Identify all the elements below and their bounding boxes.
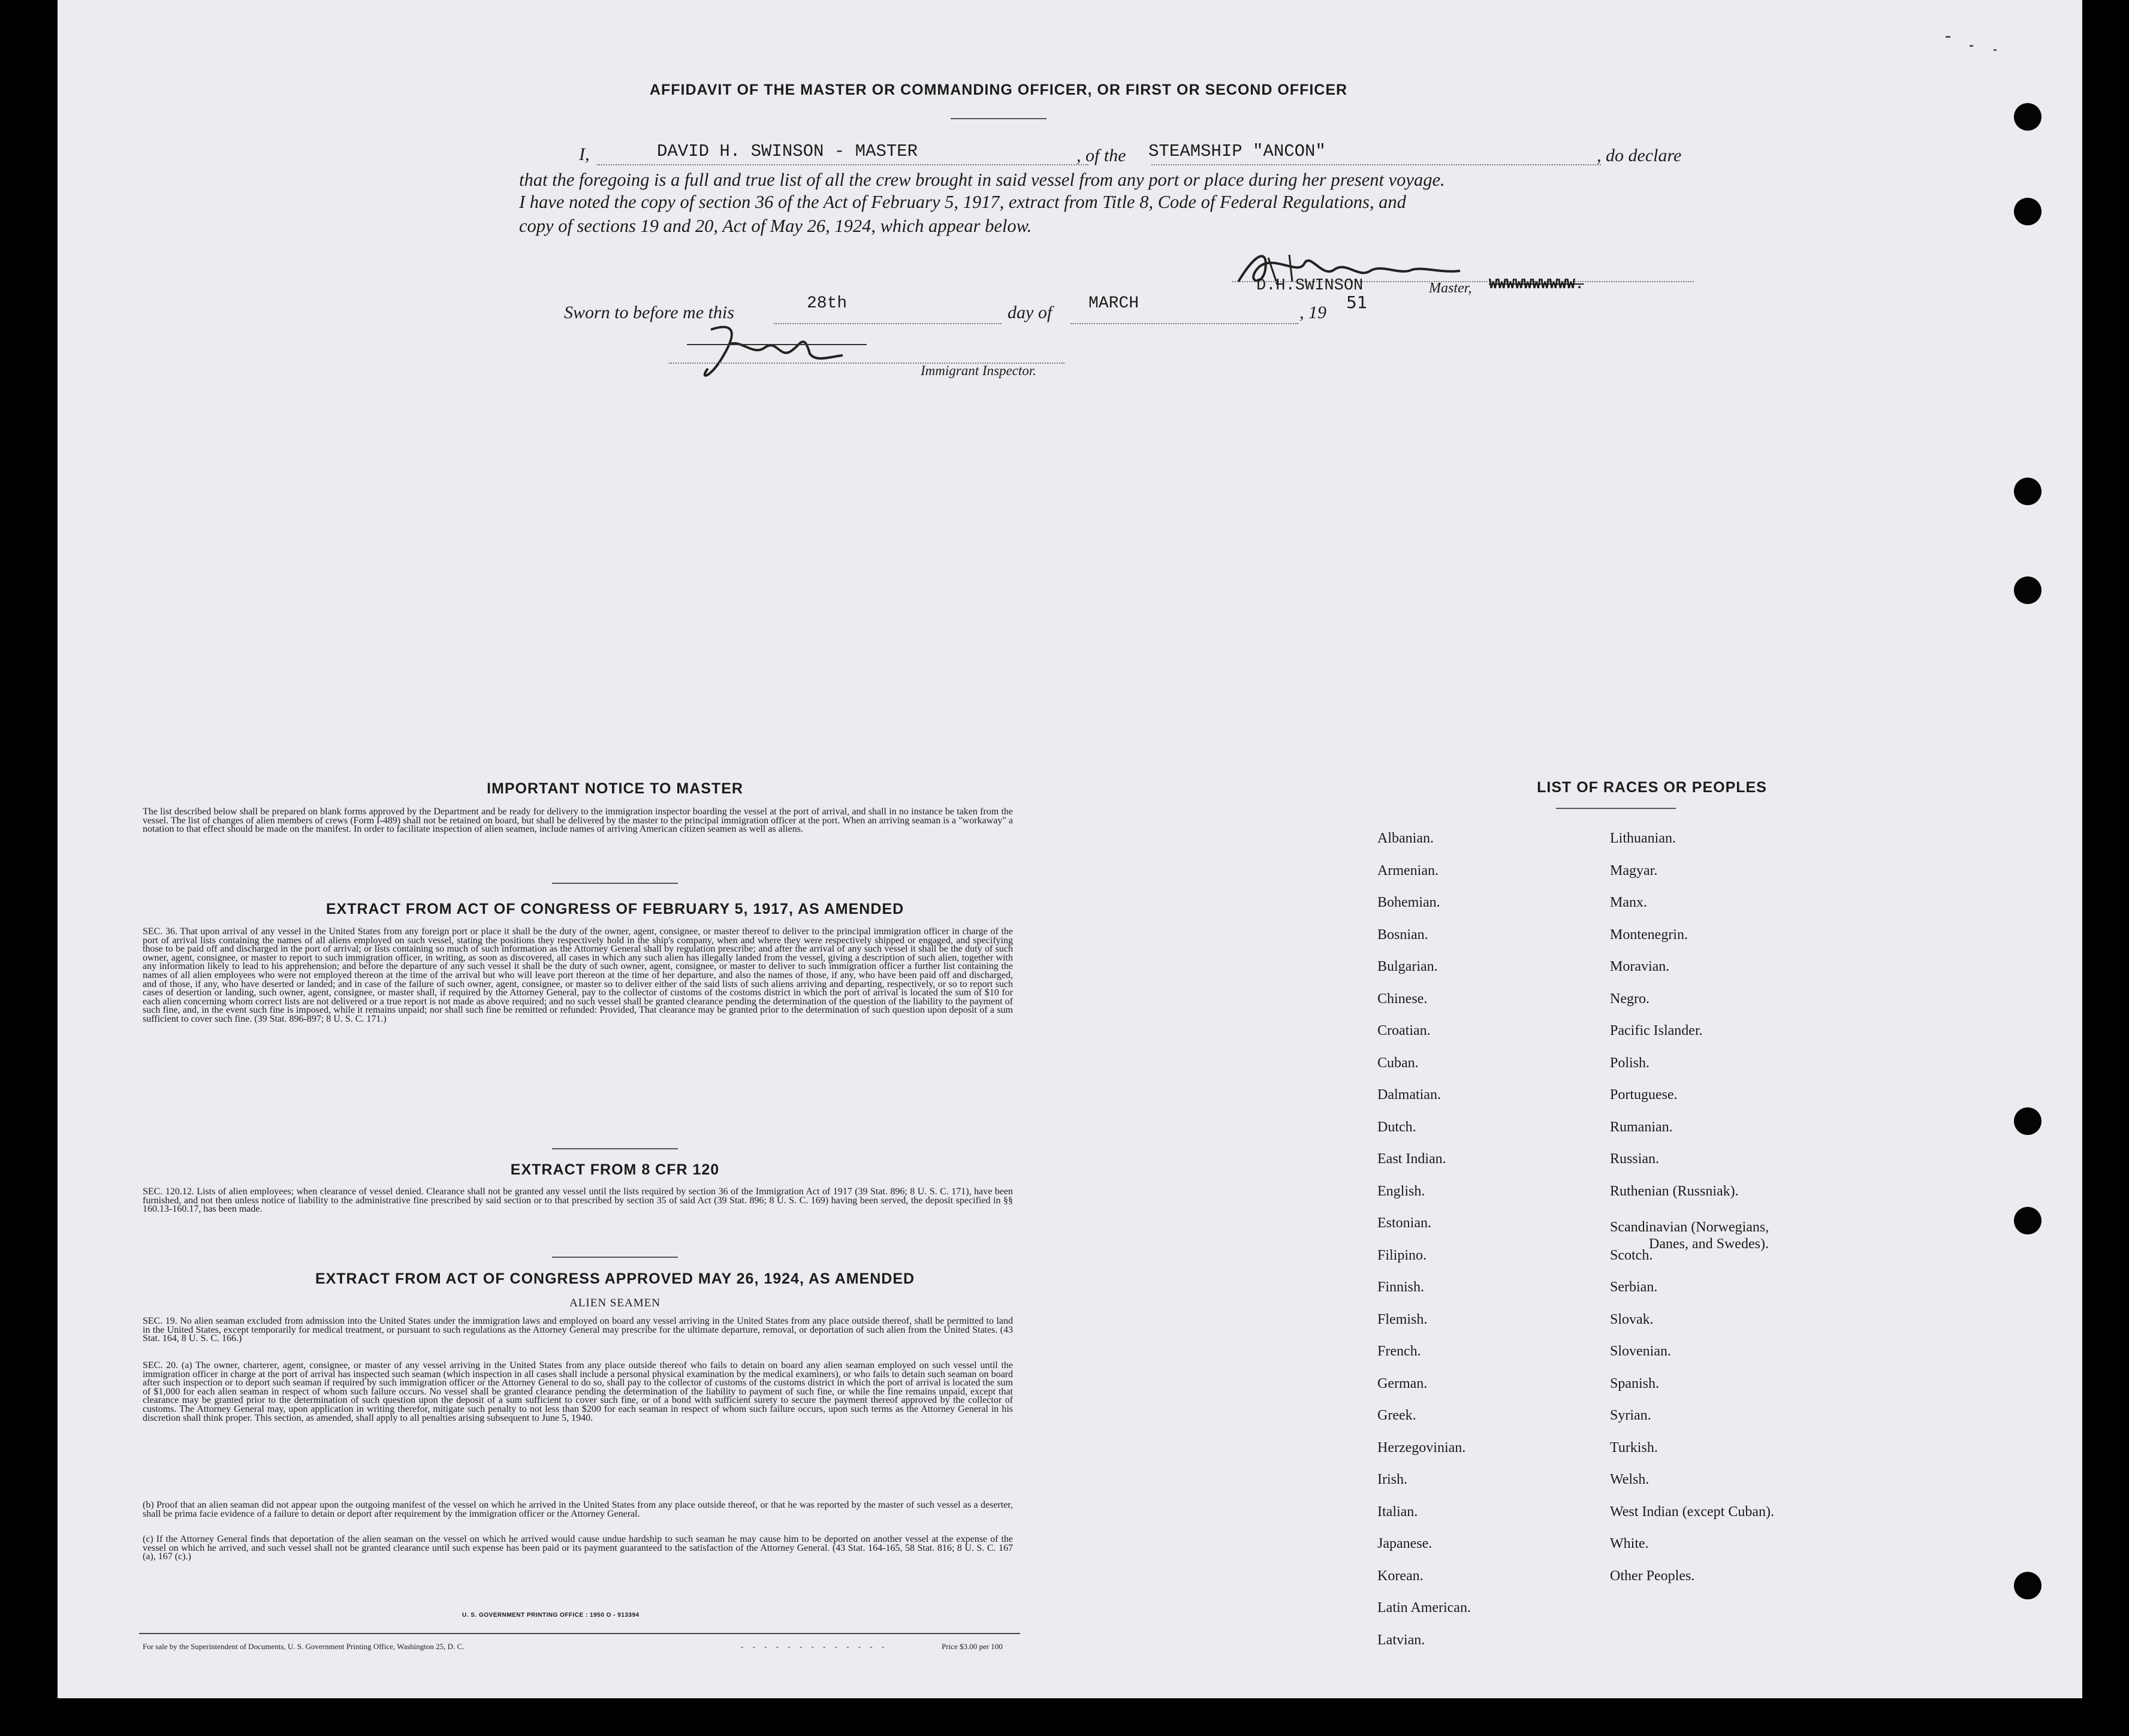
race-item: Dutch. [1377,1119,1416,1135]
binder-hole [2014,576,2041,604]
race-item: Korean. [1377,1568,1424,1584]
extract-1924-sec20c: (c) If the Attorney General finds that deportation of the alien seaman on the vessel on which he arrived would cause undue hardship to such seaman he may cause him to be deported on another vessel at the expense of the vessel on which he arrived, and such vessel shall not be granted clearance until such expense has been paid or its payment guaranteed to the satisfaction of the Attorney General. (43 Stat. 164-165, 58 Stat. 816; 8 U. S. C. 167 (a), 167 (c).) [143,1534,1013,1562]
race-item: Latin American. [1377,1600,1471,1616]
alien-seamen-subheading: ALIEN SEAMEN [569,1297,661,1309]
race-item: Negro. [1610,991,1649,1007]
race-item: Japanese. [1377,1536,1433,1551]
do-declare-label: , do declare [1597,146,1682,165]
sale-line: For sale by the Superintendent of Documents, U. S. Government Printing Office, Washington 25, D. C. [143,1642,465,1651]
binder-hole [2014,103,2041,131]
price-line: Price $3.00 per 100 [942,1642,1003,1651]
of-the-label: , of the [1076,146,1126,165]
race-item: Bohemian. [1377,895,1440,910]
race-item: Croatian. [1377,1023,1431,1038]
race-item: Filipino. [1377,1247,1427,1263]
race-item: Slovenian. [1610,1343,1671,1359]
race-item: Turkish. [1610,1439,1658,1456]
scan-speck [1970,45,1973,47]
extract-1924-heading: EXTRACT FROM ACT OF CONGRESS APPROVED MAY 26, 1924, AS AMENDED [315,1270,915,1287]
master-name-field [597,163,1088,165]
race-item: Finnish. [1377,1279,1425,1295]
race-item: Magyar. [1610,862,1658,878]
race-item: Lithuanian. [1610,831,1676,846]
race-item: Herzegovinian. [1377,1439,1466,1456]
race-item: Armenian. [1377,862,1439,878]
affidavit-line-2: that the foregoing is a full and true list of all the crew brought in said vessel from any port or place during her present voyage. [519,170,1445,190]
race-item: Irish. [1377,1472,1407,1487]
printing-office-line: U. S. GOVERNMENT PRINTING OFFICE : 1950 O - 913394 [462,1612,640,1619]
year-suffix: 51 [1346,292,1368,312]
race-item: Scotch. [1610,1247,1653,1263]
day-of-label: day of [1008,303,1053,322]
affidavit-line-4: copy of sections 19 and 20, Act of May 26, 1924, which appear below. [519,216,1032,236]
race-item: French. [1377,1343,1421,1359]
race-item: Pacific Islander. [1610,1023,1703,1038]
race-item: Scandinavian (Norwegians, [1610,1219,1769,1235]
extract-1924-sec20a: SEC. 20. (a) The owner, charterer, agent, consignee, or master of any vessel arriving in the United States from any place outside thereof who fails to detain on board any alien seaman employed on such vessel until the immigration officer in charge at the port of arrival has inspected such seaman (which inspection in all cases shall include a personal physical examination by the medical examiners), or who fails to detain such seaman on board after such inspection or to deport such seaman if required by such immigration officer or the Attorney General to do so, shall pay to the collector of customs of the customs district in which the port of arrival is located the sum of $1,000 for each alien seaman in respect of whom such failure occurs. No vessel shall be granted clearance pending the determination of the liability to payment of such fine, or while the fine remains unpaid, except that clearance may be granted prior to the determination of such question upon the deposit of a sum sufficient to cover such fine, or of a bond with sufficient surety to secure the payment thereof approved by the collector of customs. The Attorney General may, upon application in writing therefor, mitigate such penalty to not less than $200 for each seaman in respect of whom such failure occurs, upon such terms as the Attorney General in his discretion shall think proper. This section, as amended, shall apply to all penalties arising subsequent to June 5, 1940. [143,1360,1013,1423]
extract-1917-text: SEC. 36. That upon arrival of any vessel in the United States from any foreign port or place it shall be the duty of the owner, agent, consignee, or master thereof to deliver to the principal immigration officer in charge of the port of arrival lists containing the names of all aliens employed on such vessel, stating the positions they respectively hold in the ship's company, when and where they were respectively shipped or engaged, and specifying those to be paid off and discharged in the port of arrival; or lists containing so much of such information as the Attorney General shall by regulation prescribe; and after the arrival of any such vessel it shall be the duty of such owner, agent, consignee, or master to report to such immigration officer, in writing, as soon as discovered, all cases in which any such alien has illegally landed from the vessel, giving a description of such alien, together with any information likely to lead to his apprehension; and before the departure of any such vessel it shall be the duty of such owner, agent, consignee, or master to deliver to such immigration officer a further list containing the names of all alien employees who were not employed thereon at the time of the arrival but who will leave port thereon at the time of her departure, and also the names of those, if any, who have been paid off and discharged, and of those, if any, who have deserted or landed; and in case of the failure of such owner, agent, consignee, or master so to deliver either of the said lists of such aliens arriving and departing, respectively, or so to report such cases of desertion or landing, such owner, agent, consignee, or master shall, if required by the Attorney General, pay to the collector of customs of the costoms district in which the port of arrival is located the sum of $10 for each alien concerning whom correct lists are not delivered or a true report is not made as above required; and no such vessel shall be granted clearance pending the determination of the question of the liability to the payment of such fine, and, in the event such fine is imposed, while it remains unpaid; nor shall such fine be remitted or refunded: Provided, That clearance may be granted prior to the determination of such question upon deposit of a sum sufficient to cover such fine. (39 Stat. 896-897; 8 U. S. C. 171.) [143,926,1013,1024]
race-item: German. [1377,1375,1428,1391]
notice-text: The list described below shall be prepared on blank forms approved by the Department and be ready for delivery to the immigration inspector boarding the vessel at the port of arrival, and shall in no instance be taken from the vessel. The list of changes of alien members of crews (Form I-489) shall not be retained on board, but shall be delivered by the master to the principal immigration officer at the port. When an arriving seaman is a "workaway" a notation to that effect should be made on the manifest. In order to facilitate inspection of alien seamen, include names of arriving American citizen seamen as well as aliens. [143,807,1013,835]
master-name-value: DAVID H. SWINSON - MASTER [657,141,918,161]
race-item: Albanian. [1377,831,1434,846]
binder-hole [2014,1207,2041,1234]
race-item: Flemish. [1377,1311,1428,1327]
month-field [1070,322,1298,324]
race-item: Syrian. [1610,1408,1651,1423]
master-label: Master, [1429,280,1472,296]
document-page [58,0,2082,1698]
month-value: MARCH [1088,294,1139,313]
scan-speck [1994,49,1997,51]
race-item: Welsh. [1610,1472,1649,1487]
binder-hole [2014,1107,2041,1135]
footer-rule [139,1633,1020,1634]
extract-cfr-rule [552,1257,678,1258]
extract-1917-rule [552,1148,678,1149]
race-item: Manx. [1610,895,1647,910]
race-item: Russian. [1610,1151,1660,1167]
race-item: English. [1377,1183,1425,1199]
race-item: Rumanian. [1610,1119,1673,1135]
inspector-label: Immigrant Inspector. [921,363,1036,378]
extract-cfr-heading: EXTRACT FROM 8 CFR 120 [510,1161,720,1178]
races-rule [1556,808,1676,809]
race-item: Portuguese. [1610,1087,1678,1103]
race-item: Other Peoples. [1610,1568,1695,1584]
extract-1924-sec20b: (b) Proof that an alien seaman did not appear upon the outgoing manifest of the vessel on which he arrived in the United States from any place outside thereof, or that he was reported by the master of such vessel as a deserter, shall be prima facie evidence of a failure to detain or deport after requirement by the immigration officer or the Attorney General. [143,1500,1013,1519]
race-item: Slovak. [1610,1311,1654,1327]
race-item: Ruthenian (Russniak). [1610,1183,1739,1199]
race-item: Dalmatian. [1377,1087,1441,1103]
struck-text: WWWWWWWWWW. [1489,277,1584,293]
affidavit-line-3: I have noted the copy of section 36 of the Act of February 5, 1917, extract from Title 8, Code of Federal Regulations, and [519,192,1406,212]
race-item: Bosnian. [1377,926,1428,943]
extract-1924-sec19: SEC. 19. No alien seaman excluded from admission into the United States under the immigration laws and employed on board any vessel arriving in the United States from any place outside thereof, shall be permitted to land in the United States, except temporarily for medical treatment, or pursuant to such regulations as the Attorney General may prescribe for the ultimate departure, removal, or deportation of such alien from the United States. (43 Stat. 164, 8 U. S. C. 166.) [143,1316,1013,1344]
race-item: Latvian. [1377,1632,1425,1648]
vessel-value: STEAMSHIP "ANCON" [1148,141,1326,161]
extract-1917-heading: EXTRACT FROM ACT OF CONGRESS OF FEBRUARY 5, 1917, AS AMENDED [325,901,904,917]
race-item: East Indian. [1377,1151,1446,1167]
binder-hole [2014,478,2041,505]
race-item: Italian. [1377,1503,1418,1520]
race-item: Bulgarian. [1377,959,1438,974]
scan-speck [1946,36,1950,38]
typed-signer: D.H.SWINSON [1256,277,1364,295]
day-value: 28th [807,294,848,313]
i-label: I, [579,144,590,164]
sale-dashes: - - - - - - - - - - - - - [741,1642,888,1651]
sworn-label: Sworn to before me this [564,303,734,322]
race-item: Serbian. [1610,1279,1658,1295]
race-item: Greek. [1377,1408,1416,1423]
race-item: Moravian. [1610,959,1670,974]
vessel-field [1151,163,1601,165]
race-item: Montenegrin. [1610,926,1688,943]
binder-hole [2014,198,2041,225]
race-item: Polish. [1610,1055,1650,1071]
inspector-signature [675,321,879,393]
binder-hole [2014,1572,2041,1599]
affidavit-title: AFFIDAVIT OF THE MASTER OR COMMANDING OFFICER, OR FIRST OR SECOND OFFICER [649,81,1348,98]
year-prefix: , 19 [1299,303,1326,322]
title-underline [951,118,1047,119]
race-item: White. [1610,1536,1649,1551]
race-item: Spanish. [1610,1375,1660,1391]
race-item: Chinese. [1377,991,1428,1007]
races-heading: LIST OF RACES OR PEOPLES [1537,779,1767,796]
race-item: Estonian. [1377,1215,1431,1231]
extract-cfr-text: SEC. 120.12. Lists of alien employees; when clearance of vessel denied. Clearance shall not be granted any vessel until the lists required by section 36 of the Immigration Act of 1917 (39 Stat. 896; 8 U. S. C. 171), have been furnished, and not then unless notice of liability to the administrative fine prescribed by said section or to that prescribed by section 35 of said Act (39 Stat. 896; 8 U. S. C. 169) having been served, the deposit specified in §§ 160.13-160.17, has been made. [143,1186,1013,1215]
race-item: Danes, and Swedes). [1649,1236,1769,1252]
notice-heading: IMPORTANT NOTICE TO MASTER [487,780,743,797]
notice-rule [552,883,678,884]
race-item: Cuban. [1377,1055,1419,1071]
race-item: West Indian (except Cuban). [1610,1503,1774,1520]
